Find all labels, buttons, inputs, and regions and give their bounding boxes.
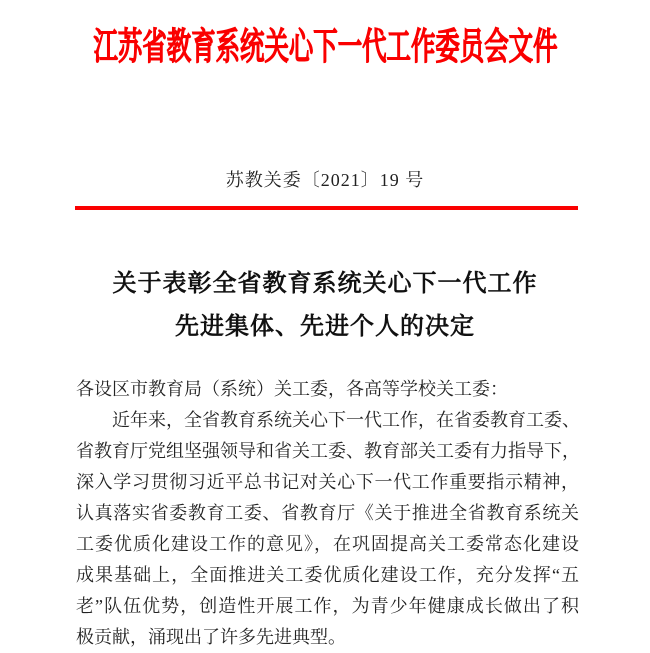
salutation-line: 各设区市教育局（系统）关工委，各高等学校关工委：	[76, 379, 508, 399]
body-line: 认真落实省委教育工委、省教育厅《关于推进全省教育系统关	[76, 503, 579, 523]
document-body	[76, 374, 579, 653]
body-line: 近年来，全省教育系统关心下一代工作，在省委教育工委、	[112, 410, 580, 430]
body-line: 深入学习贯彻习近平总书记对关心下一代工作重要指示精神，	[76, 472, 579, 492]
document-title-line2: 先进集体、先进个人的决定	[175, 314, 475, 340]
body-line: 成果基础上，全面推进关工委优质化建设工作，充分发挥“五	[76, 565, 579, 585]
body-line: 省教育厅党组坚强领导和省关工委、教育部关工委有力指导下，	[76, 441, 580, 461]
red-divider-line	[75, 206, 578, 210]
body-line-last: 极贡献，涌现出了许多先进典型。	[76, 627, 346, 647]
document-title-line1: 关于表彰全省教育系统关心下一代工作	[112, 271, 538, 297]
masthead-org-title: 江苏省教育系统关心下一代工作委员会文件	[93, 27, 557, 68]
body-line: 老”队伍优势，创造性开展工作，为青少年健康成长做出了积	[76, 596, 579, 616]
body-line: 工委优质化建设工作的意见》，在巩固提高关工委常态化建设	[76, 534, 579, 554]
document-title	[0, 263, 650, 349]
document-number: 苏教关委〔2021〕19 号	[225, 170, 425, 190]
masthead	[0, 20, 650, 66]
